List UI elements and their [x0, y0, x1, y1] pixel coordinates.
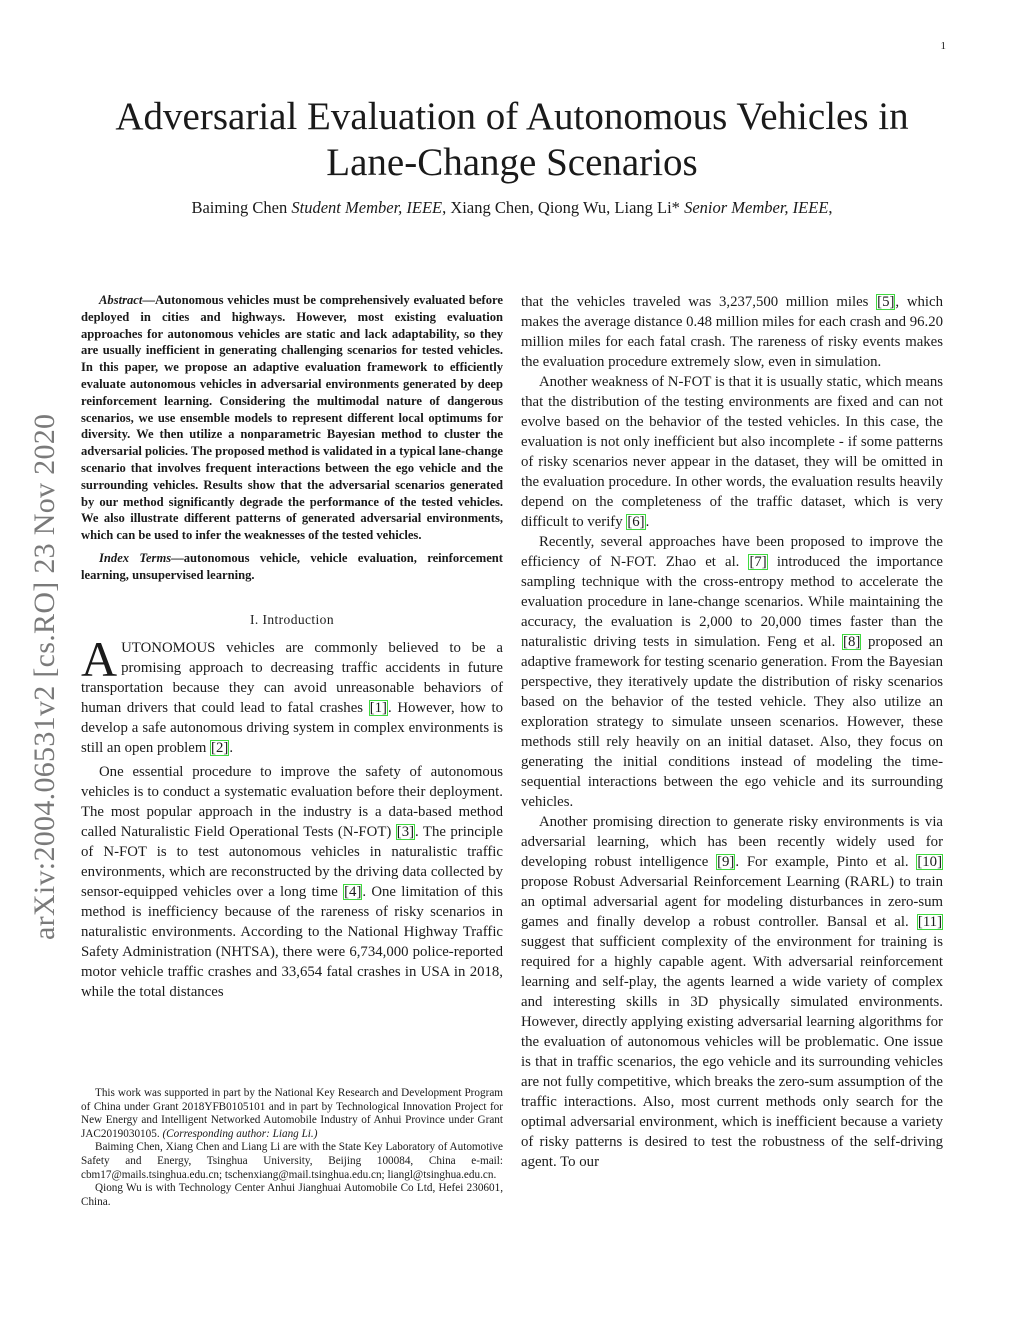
author-last-role: Senior Member, IEEE [684, 198, 829, 217]
intro-p1-text-b: . However, how to develop a safe autonomous driving system in complex environments is still an open problem [81, 699, 503, 756]
citation-link[interactable]: [10] [917, 854, 943, 870]
abstract-text: —Autonomous vehicles must be comprehensively evaluated before deployed in cities and highways. However, most existing evaluation approaches for autonomous vehicles are static and lack adaptability, so they are usually inefficient in generating challenging scenarios for tested vehicles. In this paper, we propose an adaptive evaluation framework to efficiently evaluate autonomous vehicles in adversarial environments generated by deep reinforcement learning. Considering the multimodal nature of dangerous scenarios, we use ensemble models to represent different local optimums for diversity. We then utilize a nonparametric Bayesian method to cluster the adversarial policies. The proposed method is validated in a typical lane-change scenario that involves frequent interactions between the ego vehicle and the surrounding vehicles. Results show that the adversarial scenarios generated by our method significantly degrade the performance of the tested vehicles. We also illustrate different patterns of generated adversarial environments, which can be used to infer the weaknesses of the tested vehicles. [81, 293, 503, 543]
intro-paragraph-2 [81, 762, 503, 1002]
citation-link[interactable]: [6] [627, 514, 645, 530]
citation-link[interactable]: [5] [877, 294, 895, 310]
right-column [521, 292, 943, 1172]
right-p4-text-d: suggest that sufficient complexity of the environment for training is required for a highly capable agent. With adversarial reinforcement learning and self-play, the agents learned a wide variety of complex and interesting skills in 3D physically simulated environments. However, directly applying existing adversarial learning algorithms for the evaluation of autonomous vehicles will be problematic. One issue is that in traffic scenarios, the ego vehicle and its surrounding vehicles are not fully competitive, which breaks the zero-sum assumption of the traffic interactions. Also, most current methods only search for the optimal adversarial environment, which is inefficient because a variety of risky patterns is desired to test the robustness of the self-driving agent. To our [521, 934, 943, 1170]
abstract-label: Abstract [99, 293, 143, 307]
right-p3-text-b: introduced the importance sampling technique with the cross-entropy method to accelerate the evaluation procedure in lane-change scenarios. While maintaining the accuracy, the evaluation is 2,000 to 20,000 times faster than the naturalistic driving tests in simulation. Feng et al. [521, 554, 943, 650]
section-heading-introduction: I. Introduction [250, 611, 334, 627]
intro-p2-text-a: One essential procedure to improve the safety of autonomous vehicles is to conduct a systematic evaluation before their deployment. The most popular approach in the industry is a data-based method called Naturalistic Field Operational Tests (N-FOT) [81, 763, 503, 840]
citation-link[interactable]: [2] [211, 739, 229, 756]
footnote-funding-text: This work was supported in part by the National Key Research and Development Program of China under Grant 2018YFB0105101 and in part by Technological Innovation Project for New Energy and Intelligent Networked Automobile Industry of Anhui Province under Grant JAC2019030105. [81, 1087, 503, 1140]
right-p4-text-c: propose Robust Adversarial Reinforcement Learning (RARL) to train an optimal adversarial agent for modeling disturbances in zero-sum games and finally develop a robust controller. Bansal et al. [521, 874, 943, 930]
right-paragraph-2 [521, 372, 943, 532]
arxiv-identifier: arXiv:2004.06531v2 [cs.RO] 23 Nov 2020 [28, 413, 61, 940]
right-p3-text-a: Recently, several approaches have been proposed to improve the efficiency of N-FOT. Zhao et al. [521, 534, 943, 570]
author-1-role: Student Member, IEEE [291, 198, 443, 217]
citation-link[interactable]: [4] [344, 883, 362, 900]
right-p4-text-b: . For example, Pinto et al. [735, 854, 917, 870]
intro-p1-text-c: . [229, 739, 234, 756]
index-terms-label: Index Terms [99, 550, 172, 565]
right-paragraph-4 [521, 812, 943, 1172]
citation-link[interactable]: [3] [396, 823, 415, 840]
author-line [80, 198, 944, 218]
index-terms-text: —autonomous vehicle, vehicle evaluation, reinforcement learning, unsupervised learning. [81, 550, 503, 582]
paper-title: Adversarial Evaluation of Autonomous Vehicles in Lane-Change Scenarios [115, 95, 909, 184]
page-number: 1 [940, 40, 946, 52]
footnote-funding [81, 1087, 503, 1141]
right-p1-text-a: that the vehicles traveled was 3,237,500 million miles [521, 294, 877, 310]
intro-p1-text-a: UTONOMOUS vehicles are commonly believed to be a promising approach to decreasing traffic accidents in future transportation because they can avoid unreasonable behaviors of human drivers that could lead to fatal crashes [81, 639, 503, 716]
intro-p2-text-b: . The principle of N-FOT is to test autonomous vehicles in naturalistic traffic environments, which are reconstructed by the driving data collected by sensor-equipped vehicles over a long time [81, 823, 503, 900]
right-paragraph-1 [521, 292, 943, 372]
footnote-affiliation-2: Qiong Wu is with Technology Center Anhui Jianghuai Automobile Co Ltd, Hefei 230601, China. [81, 1182, 503, 1208]
intro-paragraph-1 [81, 630, 503, 758]
right-p2-text-b: . [645, 514, 650, 530]
citation-link[interactable]: [1] [369, 699, 387, 716]
footnotes [81, 1087, 503, 1209]
right-p1-text-b: , which makes the average distance 0.48 million miles for each crash and 96.20 million miles for each fatal crash. The rareness of risky events makes the evaluation procedure extremely slow, even in simulation. [521, 294, 944, 370]
citation-link[interactable]: [11] [917, 914, 942, 930]
right-p2-text-a: Another weakness of N-FOT is that it is usually static, which means that the distribution of the testing environments are fixed and can not evolve based on the behavior of the tested vehicles. In this case, the evaluation is not only inefficient but also incomplete - if some patterns of risky scenarios never appear in the dataset, they will be omitted in the evaluation procedure. In other words, the evaluation results heavily depend on the completeness of the traffic dataset, which is very difficult to verify [521, 374, 943, 530]
drop-cap: A [81, 630, 118, 687]
right-p4-text-a: Another promising direction to generate risky environments is via adversarial learning, which has been recently widely used for developing robust intelligence [521, 814, 943, 870]
authors-rest: , Xiang Chen, Qiong Wu, Liang Li* [442, 198, 685, 217]
left-column [81, 292, 503, 1002]
footnote-affiliation-1: Baiming Chen, Xiang Chen and Liang Li are with the State Key Laboratory of Automotive Safety and Energy, Tsinghua University, Beijing 100084, China e-mail: cbm17@mails.tsinghua.edu.cn; tschenxiang@mail.tsinghua.edu.cn; liangl@tsinghua.edu.cn. [81, 1141, 503, 1181]
citation-link[interactable]: [7] [749, 554, 767, 570]
right-p3-text-c: proposed an adaptive framework for testing scenario generation. From the Bayesian perspective, they iteratively update the distribution of risky scenarios based on the behavior of the tested vehicle. They also utilize an exploration strategy to simulate unseen scenarios. However, these methods still rely heavily on an initial dataset. Also, they focus on generating the initial conditions instead of modeling the time-sequential interactions between the ego vehicle and its surrounding vehicles. [521, 634, 943, 810]
citation-link[interactable]: [8] [843, 634, 861, 650]
intro-p2-text-c: . One limitation of this method is inefficiency because of the rareness of risky scenarios in naturalistic environments. According to the National Highway Traffic Safety Administration (NHTSA), there were 6,734,000 police-reported motor vehicle traffic crashes and 33,654 fatal crashes in USA in 2018, while the total distances [81, 883, 503, 1000]
authors-tail: , [828, 198, 833, 217]
right-paragraph-3 [521, 532, 943, 812]
citation-link[interactable]: [9] [717, 854, 735, 870]
author-1: Baiming Chen [191, 198, 292, 217]
index-terms [81, 550, 503, 584]
abstract [81, 292, 503, 544]
footnote-corresponding: (Corresponding author: Liang Li.) [162, 1127, 318, 1140]
